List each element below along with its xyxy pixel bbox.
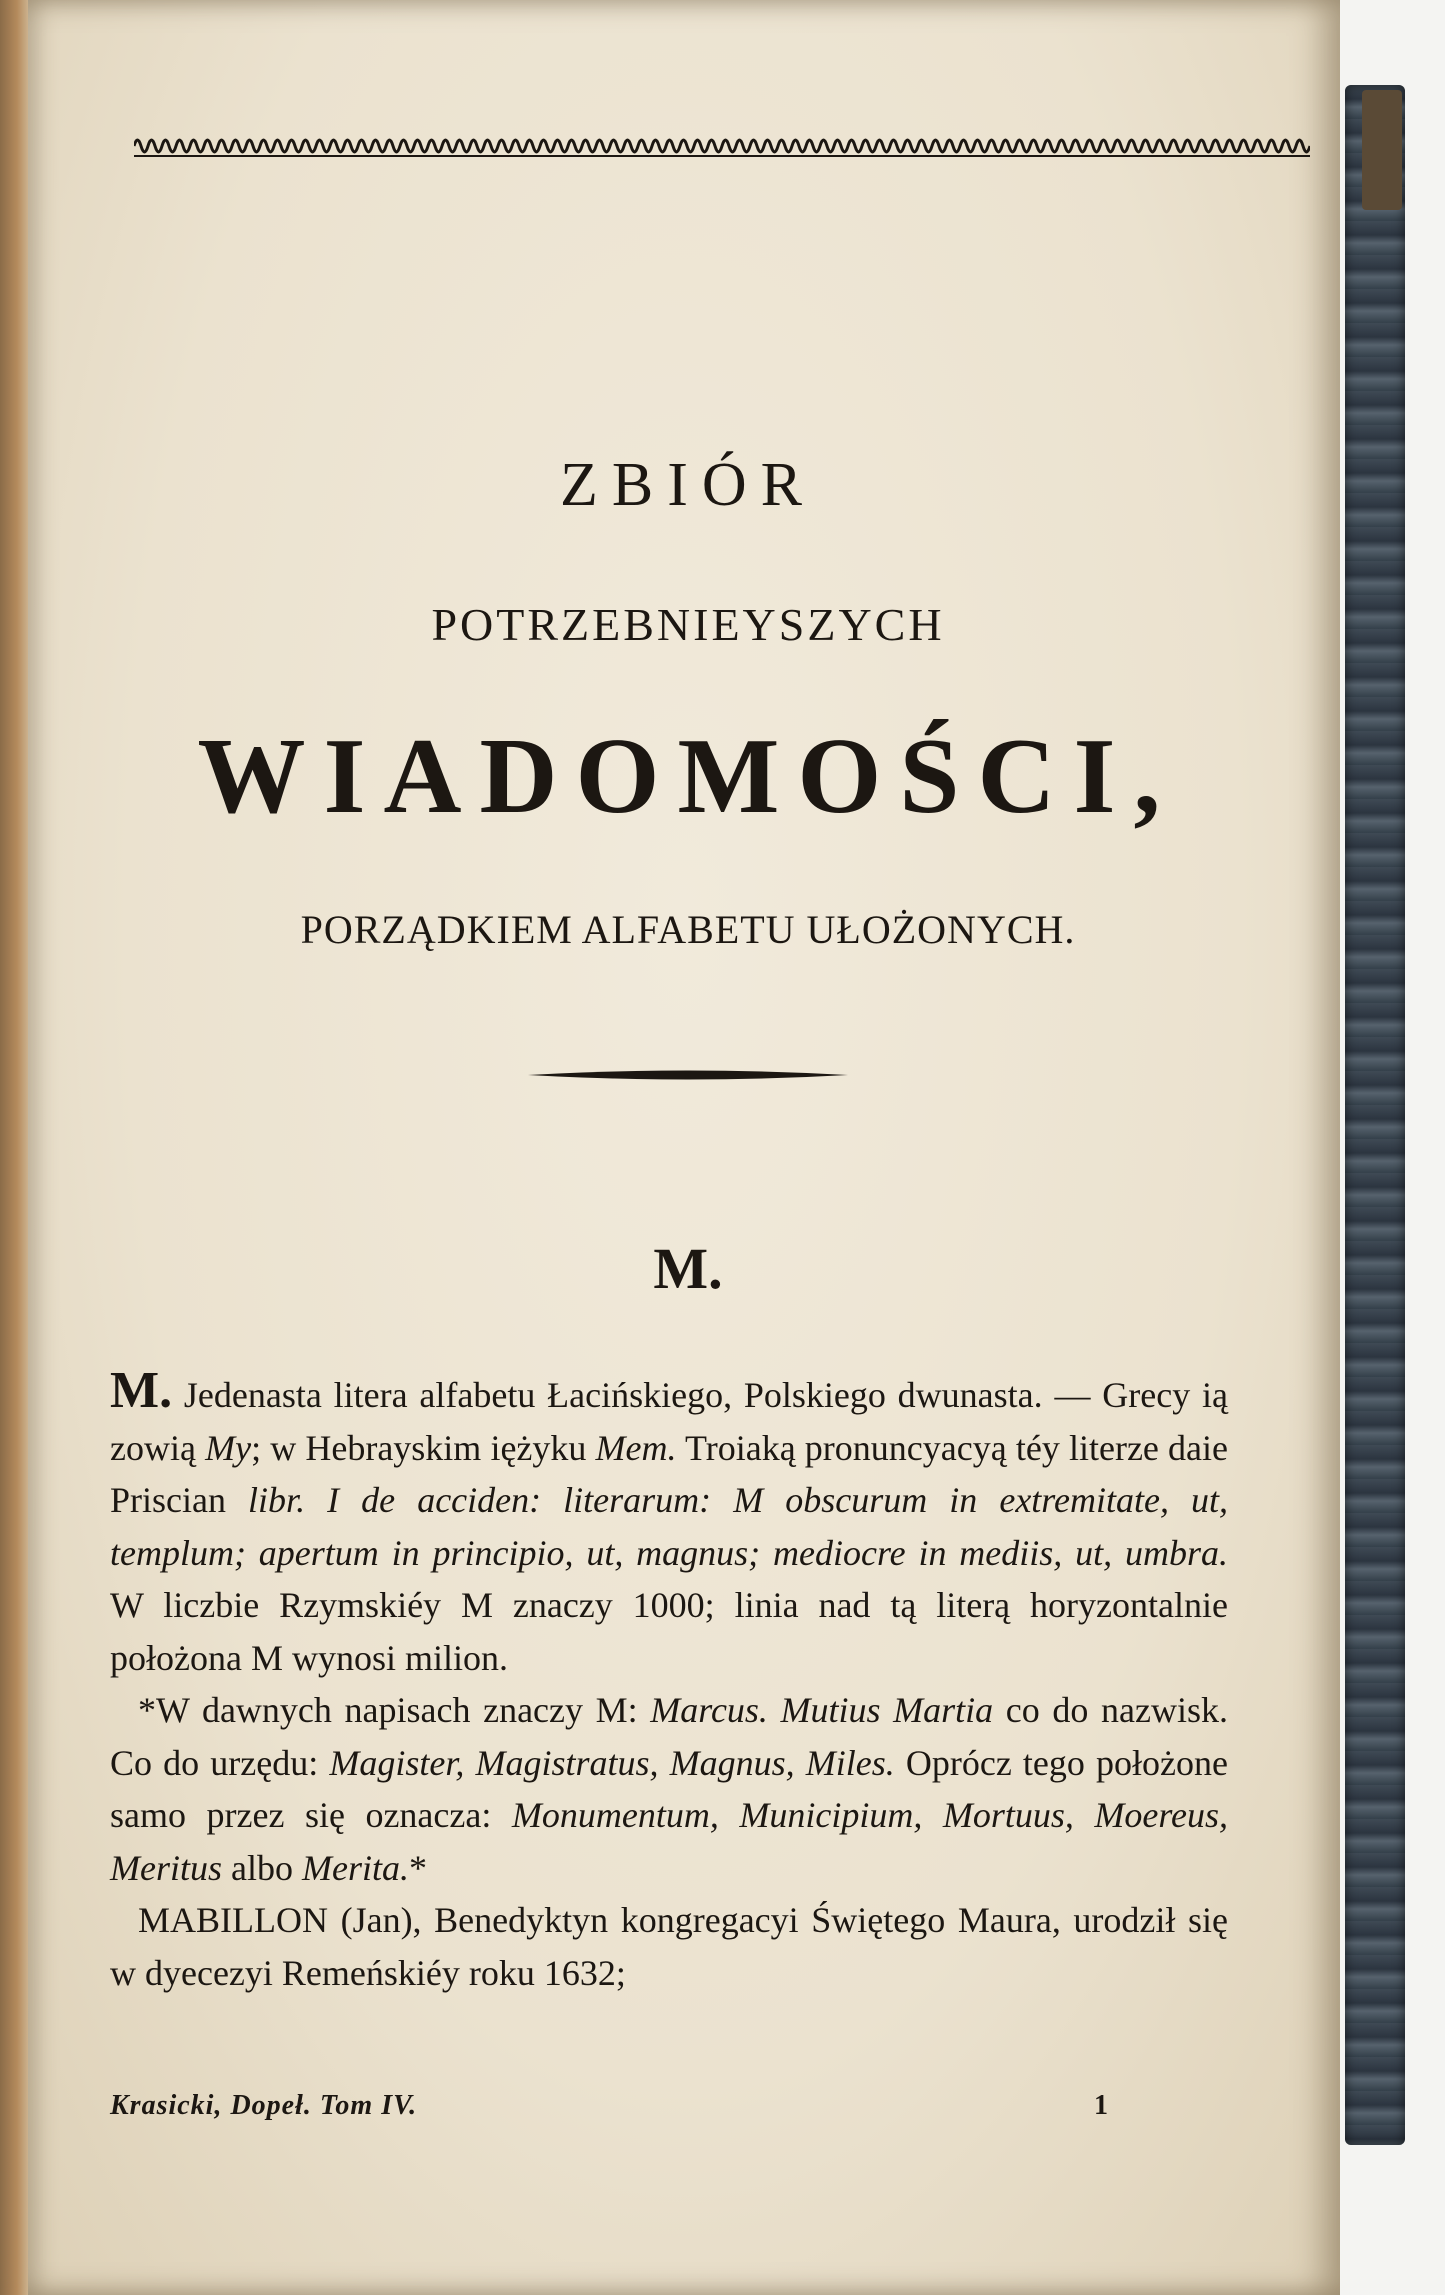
page-content [100, 0, 1240, 2295]
entry-m-note: *W dawnych napisach znaczy M: Marcus. Mutius Martia co do nazwisk. Co do urzędu: Magister, Magistratus, Magnus, Miles. Oprócz tego położone samo przez się oznacza: Monumentum, Municipium, Mortuus, Moereus, Meritus albo Merita.* [110, 1690, 1229, 1888]
page-number: 1 [1094, 2090, 1108, 2121]
entry-mabillon: MABILLON (Jan), Benedyktyn kongregacyi Świętego Maura, urodził się w dyecezyi Remeńskiéy roku 1632; [110, 1900, 1228, 1993]
page-footer [110, 2090, 1228, 2130]
body-text [110, 1362, 1229, 1999]
entry-m: M. Jedenasta litera alfabetu Łacińskiego, Polskiego dwunasta. — Grecy ią zowią My; w Hebrayskim iężyku Mem. Troiaką pronuncyacyą téy literze daie Priscian libr. I de acciden: literarum: M obscurum in extremitate, ut, templum; apertum in principio, ut, magnus; mediocre in mediis, ut, umbra. W liczbie Rzymskiéy M znaczy 1000; linia nad tą literą horyzontalnie położona M wynosi milion. [110, 1362, 1228, 1678]
title-subtitle: PORZĄDKIEM ALFABETU UŁOŻONYCH. [300, 907, 1076, 952]
wavy-ornament-rule [134, 132, 1310, 162]
decorative-rule [528, 1068, 848, 1082]
signature-mark: Krasicki, Dopeł. Tom IV. [110, 2090, 418, 2121]
title-wiadomosci: WIADOMOŚCI, [197, 717, 1179, 836]
title-zbior: ZBIÓR [560, 451, 816, 519]
binding-cloth [1362, 90, 1402, 210]
title-potrzebnieyszych: POTRZEBNIEYSZYCH [431, 599, 945, 650]
entry-m-lead: M. [110, 1362, 173, 1419]
book-binding [1345, 85, 1405, 2145]
book-page [28, 0, 1340, 2295]
section-heading: M. [653, 1236, 723, 1301]
